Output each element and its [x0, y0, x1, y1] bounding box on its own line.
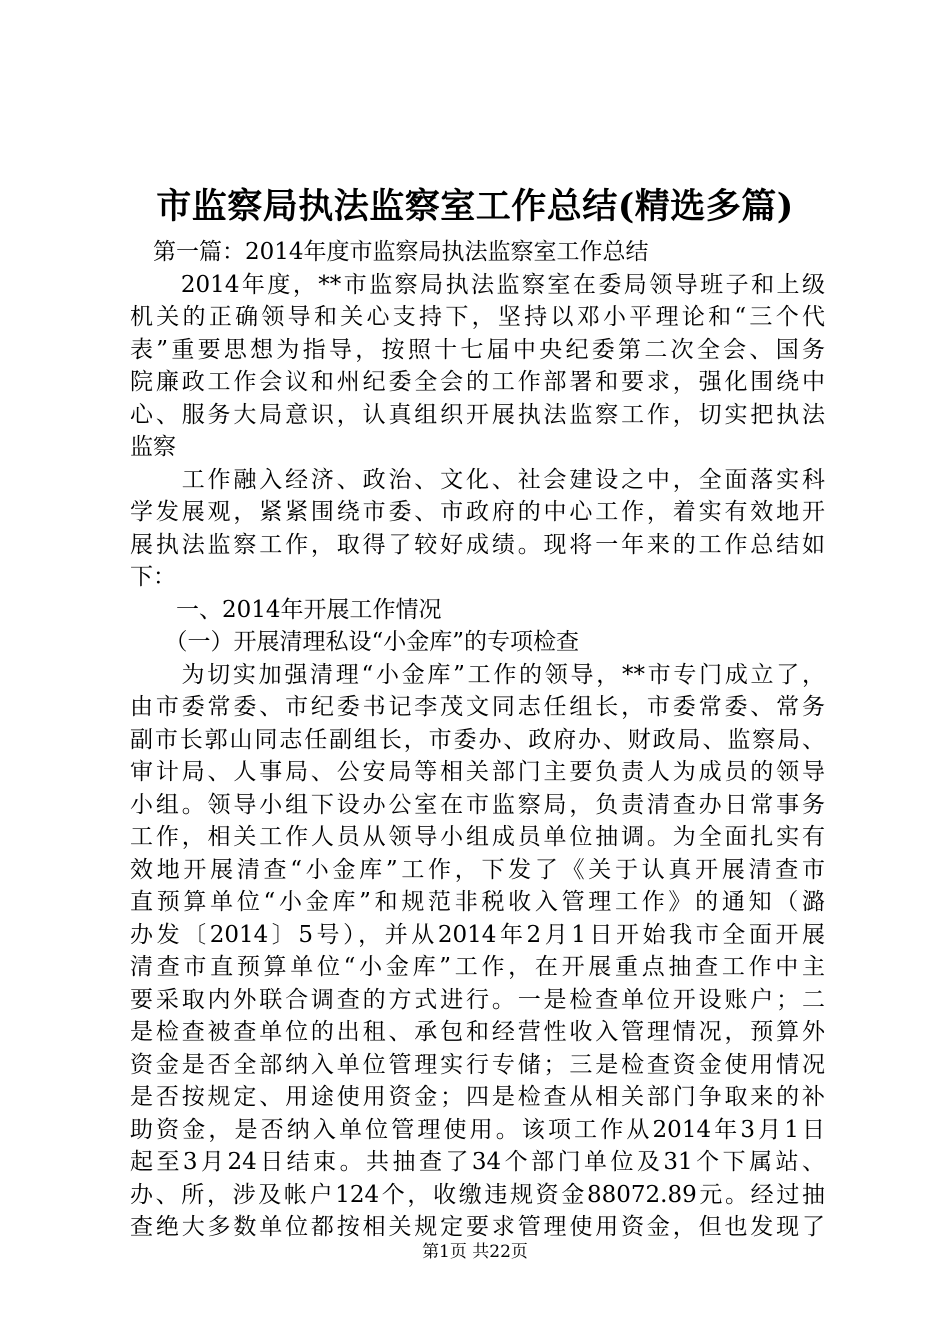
body-text-line: 是检查被查单位的出租、承包和经营性收入管理情况，预算外 [130, 1019, 825, 1045]
body-text-line: （一）开展清理私设“小金库”的专项检查 [130, 629, 580, 655]
body-text-line: 副市长郭山同志任副组长，市委办、政府办、财政局、监察局、 [130, 726, 825, 753]
body-text-line: 审计局、人事局、公安局等相关部门主要负责人为成员的领导 [130, 759, 825, 785]
body-text-line: 一、2014年开展工作情况 [130, 596, 442, 623]
body-text-line: 展执法监察工作，取得了较好成绩。现将一年来的工作总结如 [130, 531, 825, 558]
body-text-line: 直预算单位“小金库”和规范非税收入管理工作》的通知（潞 [130, 889, 825, 915]
body-text-line: 院廉政工作会议和州纪委全会的工作部署和要求，强化围绕中 [130, 369, 825, 395]
body-text-line: 表”重要思想为指导，按照十七届中央纪委第二次全会、国务 [130, 336, 825, 363]
body-text-line: 查绝大多数单位都按相关规定要求管理使用资金，但也发现了 [130, 1214, 825, 1240]
document-title: 市监察局执法监察室工作总结(精选多篇) [156, 186, 794, 227]
body-text-line: 要采取内外联合调查的方式进行。一是检查单位开设账户；二 [130, 986, 825, 1013]
body-text-line: 起至3月24日结束。共抽查了34个部门单位及31个下属站、 [130, 1149, 825, 1175]
body-text-line: 监察 [130, 434, 176, 460]
body-text-line: 第一篇：2014年度市监察局执法监察室工作总结 [130, 239, 649, 265]
body-text-line: 由市委常委、市纪委书记李茂文同志任组长，市委常委、常务 [130, 694, 825, 720]
page-number-footer: 第1页 共22页 [422, 1242, 528, 1262]
body-text-line: 工作，相关工作人员从领导小组成员单位抽调。为全面扎实有 [130, 824, 825, 850]
body-text-line: 清查市直预算单位“小金库”工作，在开展重点抽查工作中主 [130, 954, 825, 980]
body-text-line: 工作融入经济、政治、文化、社会建设之中，全面落实科 [130, 466, 825, 493]
body-text-line: 办发〔2014〕5号），并从2014年2月1日开始我市全面开展 [130, 921, 825, 948]
body-text-line: 为切实加强清理“小金库”工作的领导，**市专门成立了， [130, 661, 825, 688]
body-text-line: 心、服务大局意识，认真组织开展执法监察工作，切实把执法 [130, 401, 825, 428]
body-text-line: 2014年度，**市监察局执法监察室在委局领导班子和上级 [130, 271, 825, 298]
body-text-line: 办、所，涉及帐户124个，收缴违规资金88072.89元。经过抽 [130, 1181, 825, 1208]
body-text-line: 学发展观，紧紧围绕市委、市政府的中心工作，着实有效地开 [130, 499, 825, 525]
body-text-line: 机关的正确领导和关心支持下，坚持以邓小平理论和“三个代 [130, 304, 825, 330]
body-text-line: 资金是否全部纳入单位管理实行专储；三是检查资金使用情况 [130, 1051, 825, 1078]
body-text-line: 助资金，是否纳入单位管理使用。该项工作从2014年3月1日 [130, 1116, 825, 1143]
body-text-line: 下： [130, 564, 176, 590]
body-text-line: 是否按规定、用途使用资金；四是检查从相关部门争取来的补 [130, 1084, 825, 1110]
document-body [130, 236, 825, 1244]
body-text-line: 效地开展清查“小金库”工作，下发了《关于认真开展清查市 [130, 856, 825, 883]
body-text-line: 小组。领导小组下设办公室在市监察局，负责清查办日常事务 [130, 791, 825, 818]
